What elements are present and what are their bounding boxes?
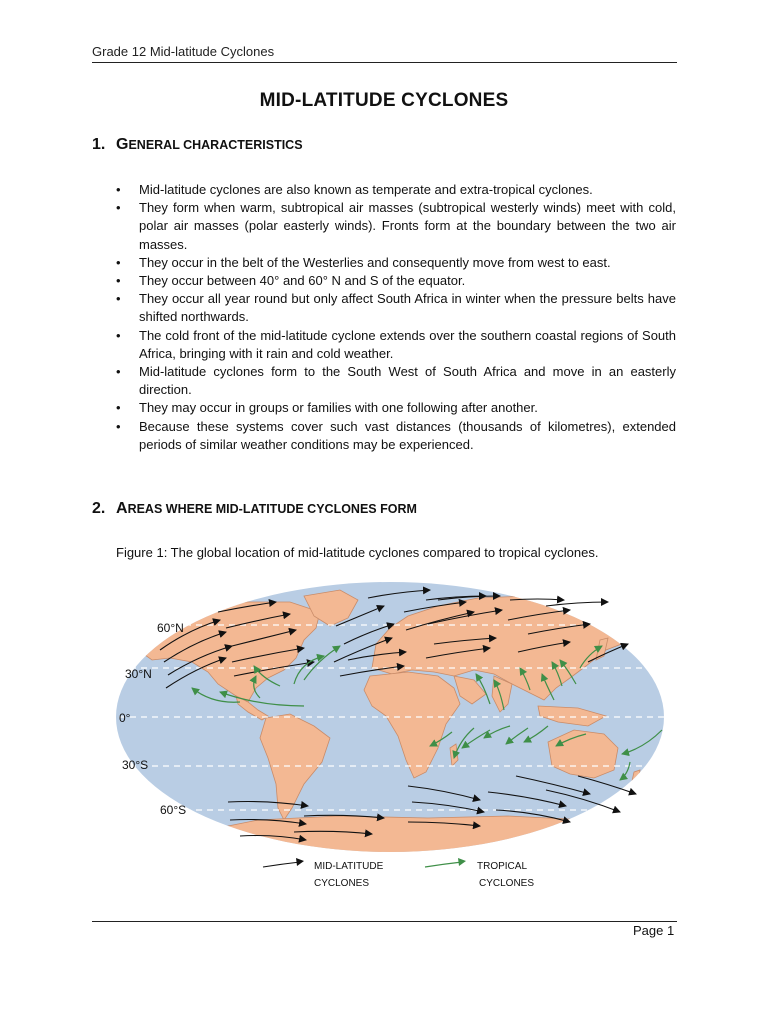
list-item: • The cold front of the mid-latitude cyclone extends over the southern coastal regions of South Africa, bringing with it rain and cold weather. [116, 327, 676, 363]
section-1-heading-cap: G [116, 136, 129, 153]
lat-label-30n: 30°N [125, 667, 152, 681]
section-1-heading-rest: ENERAL CHARACTERISTICS [128, 138, 303, 152]
section-1-number: 1. [92, 136, 106, 153]
page-number: Page 1 [633, 923, 675, 938]
list-item: • They occur between 40° and 60° N and S of the equator. [116, 272, 676, 290]
world-cyclone-map [108, 580, 668, 855]
legend-trop-line2: CYCLONES [479, 878, 535, 889]
legend-mid-line2: CYCLONES [314, 878, 370, 889]
figure-caption: Figure 1: The global location of mid-latitude cyclones compared to tropical cyclones. [116, 545, 599, 560]
document-title: MID-LATITUDE CYCLONES [259, 90, 509, 111]
header-rule [92, 62, 677, 63]
list-item: • Because these systems cover such vast distances (thousands of kilometres), extended periods of similar weather conditions may be experienced. [116, 418, 676, 454]
list-item: • They may occur in groups or families with one following after another. [116, 399, 676, 417]
lat-label-60n: 60°N [157, 621, 184, 635]
legend-green-arrow-icon [424, 858, 468, 872]
section-2-heading-rest: REAS WHERE MID-LATITUDE CYCLONES FORM [127, 502, 417, 516]
list-item: • They occur in the belt of the Westerlies and consequently move from west to east. [116, 254, 676, 272]
legend-mid-line1: MID-LATITUDE [314, 861, 384, 872]
section-1-heading [92, 136, 303, 154]
footer-rule [92, 921, 677, 922]
list-item: • Mid-latitude cyclones are also known as temperate and extra-tropical cyclones. [116, 181, 676, 199]
section-2-heading [92, 500, 417, 518]
list-item: • They occur all year round but only affect South Africa in winter when the pressure belts have shifted northwards. [116, 290, 676, 326]
lat-label-60s: 60°S [160, 803, 187, 817]
characteristics-list [116, 181, 676, 454]
lat-label-0: 0° [119, 711, 131, 725]
list-item: • They form when warm, subtropical air masses (subtropical westerly winds) meet with cold, polar air masses (polar easterly winds). Fronts form at the boundary between the two air masses. [116, 199, 676, 254]
lat-label-30s: 30°S [122, 758, 149, 772]
section-2-heading-cap: A [116, 500, 128, 517]
running-header: Grade 12 Mid-latitude Cyclones [92, 44, 275, 59]
legend-black-arrow-icon [262, 858, 306, 872]
list-item: • Mid-latitude cyclones form to the South West of South Africa and move in an easterly direction. [116, 363, 676, 399]
section-2-number: 2. [92, 500, 106, 517]
legend-trop-line1: TROPICAL [477, 861, 528, 872]
